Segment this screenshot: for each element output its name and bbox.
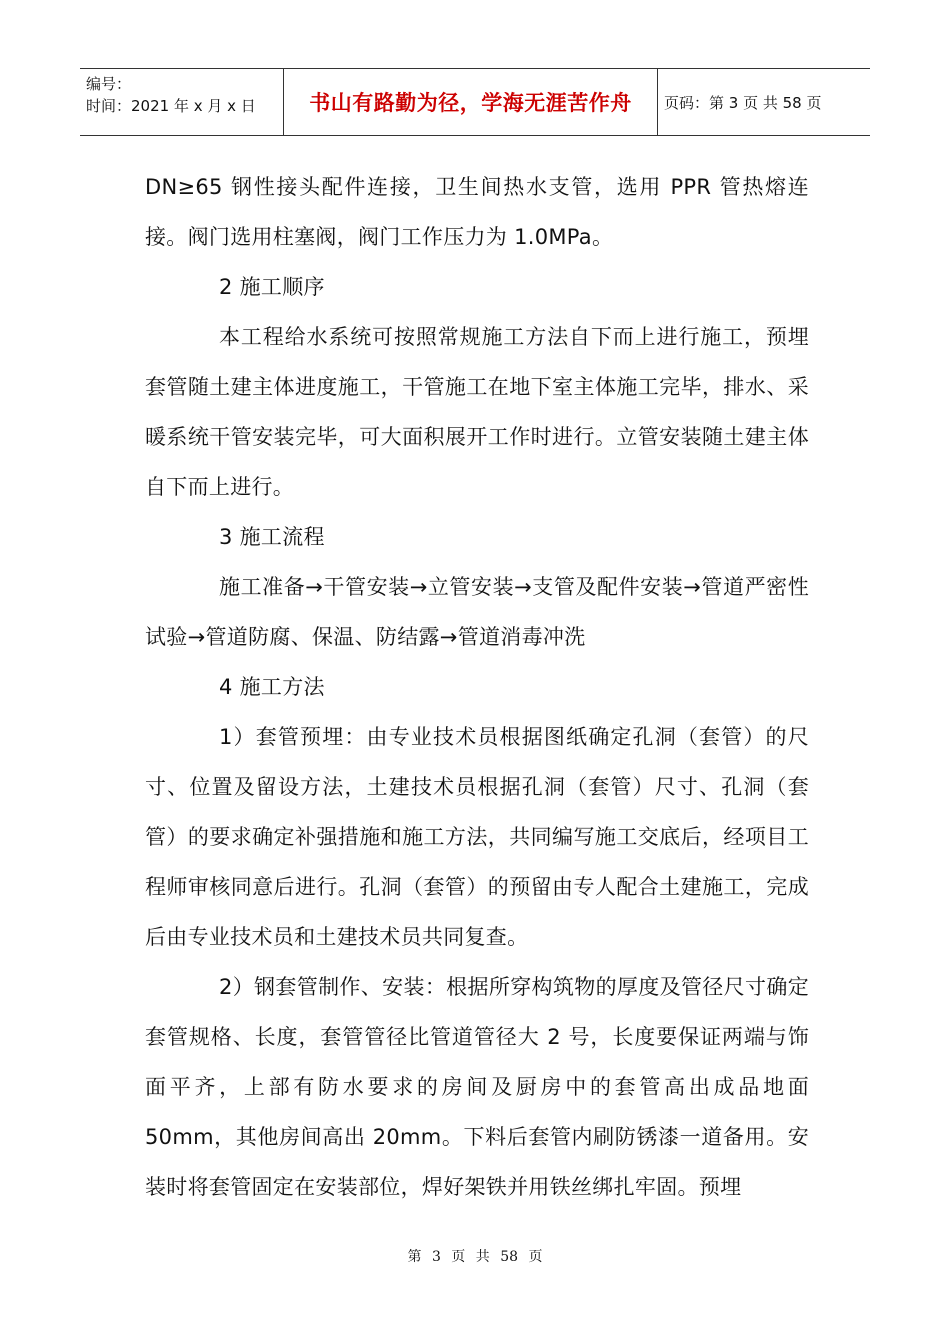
page-header: [80, 68, 870, 136]
body-paragraph: 1）套管预埋：由专业技术员根据图纸确定孔洞（套管）的尺寸、位置及留设方法，土建技术员根据孔洞（套管）尺寸、孔洞（套管）的要求确定补强措施和施工方法，共同编写施工交底后，经项目工程师审核同意后进行。孔洞（套管）的预留由专人配合土建施工，完成后由专业技术员和土建技术员共同复查。: [145, 725, 809, 949]
body-paragraph: 本工程给水系统可按照常规施工方法自下而上进行施工，预埋套管随土建主体进度施工，干管施工在地下室主体施工完毕，排水、采暖系统干管安装完毕，可大面积展开工作时进行。立管安装随土建主体自下而上进行。: [145, 325, 809, 499]
section-heading: 2 施工顺序: [219, 275, 325, 299]
header-page-info: 页码：第 3 页 共 58 页: [664, 93, 822, 112]
body-paragraph: DN≥65 钢性接头配件连接，卫生间热水支管，选用 PPR 管热熔连接。阀门选用柱塞阀，阀门工作压力为 1.0MPa。: [145, 175, 809, 249]
document-body: [145, 162, 809, 1212]
document-number-label: 编号：: [86, 75, 132, 93]
body-paragraph: 2）钢套管制作、安装：根据所穿构筑物的厚度及管径尺寸确定套管规格、长度，套管管径比管道管径大 2 号，长度要保证两端与饰面平齐，上部有防水要求的房间及厨房中的套管高出成品地面 50mm，其他房间高出 20mm。下料后套管内刷防锈漆一道备用。安装时将套管固定在安装部位，焊好架铁并用铁丝绑扎牢固。预埋: [145, 975, 809, 1199]
body-paragraph: 施工准备→干管安装→立管安装→支管及配件安装→管道严密性试验→管道防腐、保温、防结露→管道消毒冲洗: [145, 575, 809, 649]
page-footer: 第 3 页 共 58 页: [407, 1249, 543, 1265]
section-heading: 3 施工流程: [219, 525, 325, 549]
document-date: 时间：2021 年 x 月 x 日: [86, 97, 256, 115]
header-motto: 书山有路勤为径，学海无涯苦作舟: [284, 69, 658, 135]
section-heading: 4 施工方法: [219, 675, 325, 699]
header-meta: [80, 69, 284, 135]
